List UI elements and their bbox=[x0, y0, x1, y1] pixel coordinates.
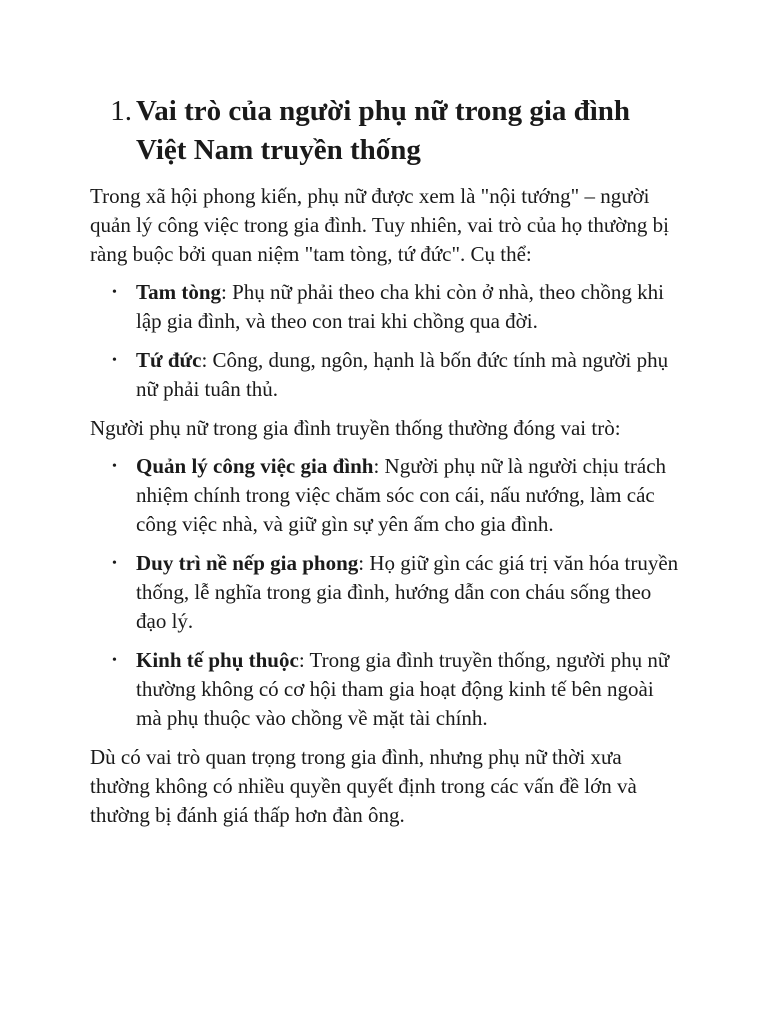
list-item-tam-tong bbox=[90, 278, 680, 336]
middle-paragraph: Người phụ nữ trong gia đình truyền thống thường đóng vai trò: bbox=[90, 416, 621, 440]
list-item-term: Duy trì nề nếp gia phong bbox=[136, 551, 359, 575]
bullet-icon: • bbox=[112, 653, 117, 668]
list-item-term: Tam tòng bbox=[136, 280, 221, 304]
conclusion-paragraph: Dù có vai trò quan trọng trong gia đình, nhưng phụ nữ thời xưa thường không có nhiều quyền quyết định trong các vấn đề lớn và thường bị đánh giá thấp hơn đàn ông. bbox=[90, 745, 637, 827]
heading-number: 1. bbox=[110, 95, 132, 127]
heading-title: Vai trò của người phụ nữ trong gia đình Việt Nam truyền thống bbox=[136, 95, 631, 166]
bullet-icon: • bbox=[112, 353, 117, 368]
intro-paragraph: Trong xã hội phong kiến, phụ nữ được xem là "nội tướng" – người quản lý công việc trong gia đình. Tuy nhiên, vai trò của họ thường bị ràng buộc bởi quan niệm "tam tòng, tứ đức". Cụ thể: bbox=[90, 184, 669, 266]
virtues-list bbox=[90, 278, 680, 404]
list-item-text: : Trong gia đình truyền thống, người phụ nữ thường không có cơ hội tham gia hoạt động kinh tế bên ngoài mà phụ thuộc vào chồng về mặt tài chính. bbox=[136, 648, 670, 730]
list-item-kinh-te bbox=[90, 646, 680, 733]
roles-list bbox=[90, 452, 680, 733]
bullet-icon: • bbox=[112, 285, 117, 300]
list-item-text: : Họ giữ gìn các giá trị văn hóa truyền thống, lễ nghĩa trong gia đình, hướng dẫn con cháu sống theo đạo lý. bbox=[136, 551, 679, 633]
list-item-term: Tứ đức bbox=[136, 348, 202, 372]
list-item-quan-ly bbox=[90, 452, 680, 539]
list-item-term: Kinh tế phụ thuộc bbox=[136, 648, 299, 672]
section-heading bbox=[90, 92, 680, 170]
list-item-text: : Phụ nữ phải theo cha khi còn ở nhà, theo chồng khi lập gia đình, và theo con trai khi chồng qua đời. bbox=[136, 280, 664, 333]
list-item-term: Quản lý công việc gia đình bbox=[136, 454, 374, 478]
document-page bbox=[90, 92, 680, 839]
bullet-icon: • bbox=[112, 459, 117, 474]
list-item-text: : Công, dung, ngôn, hạnh là bốn đức tính mà người phụ nữ phải tuân thủ. bbox=[136, 348, 669, 401]
list-item-duy-tri bbox=[90, 549, 680, 636]
list-item-tu-duc bbox=[90, 346, 680, 404]
list-item-text: : Người phụ nữ là người chịu trách nhiệm chính trong việc chăm sóc con cái, nấu nướng, làm các công việc nhà, và giữ gìn sự yên ấm cho gia đình. bbox=[136, 454, 667, 536]
bullet-icon: • bbox=[112, 556, 117, 571]
